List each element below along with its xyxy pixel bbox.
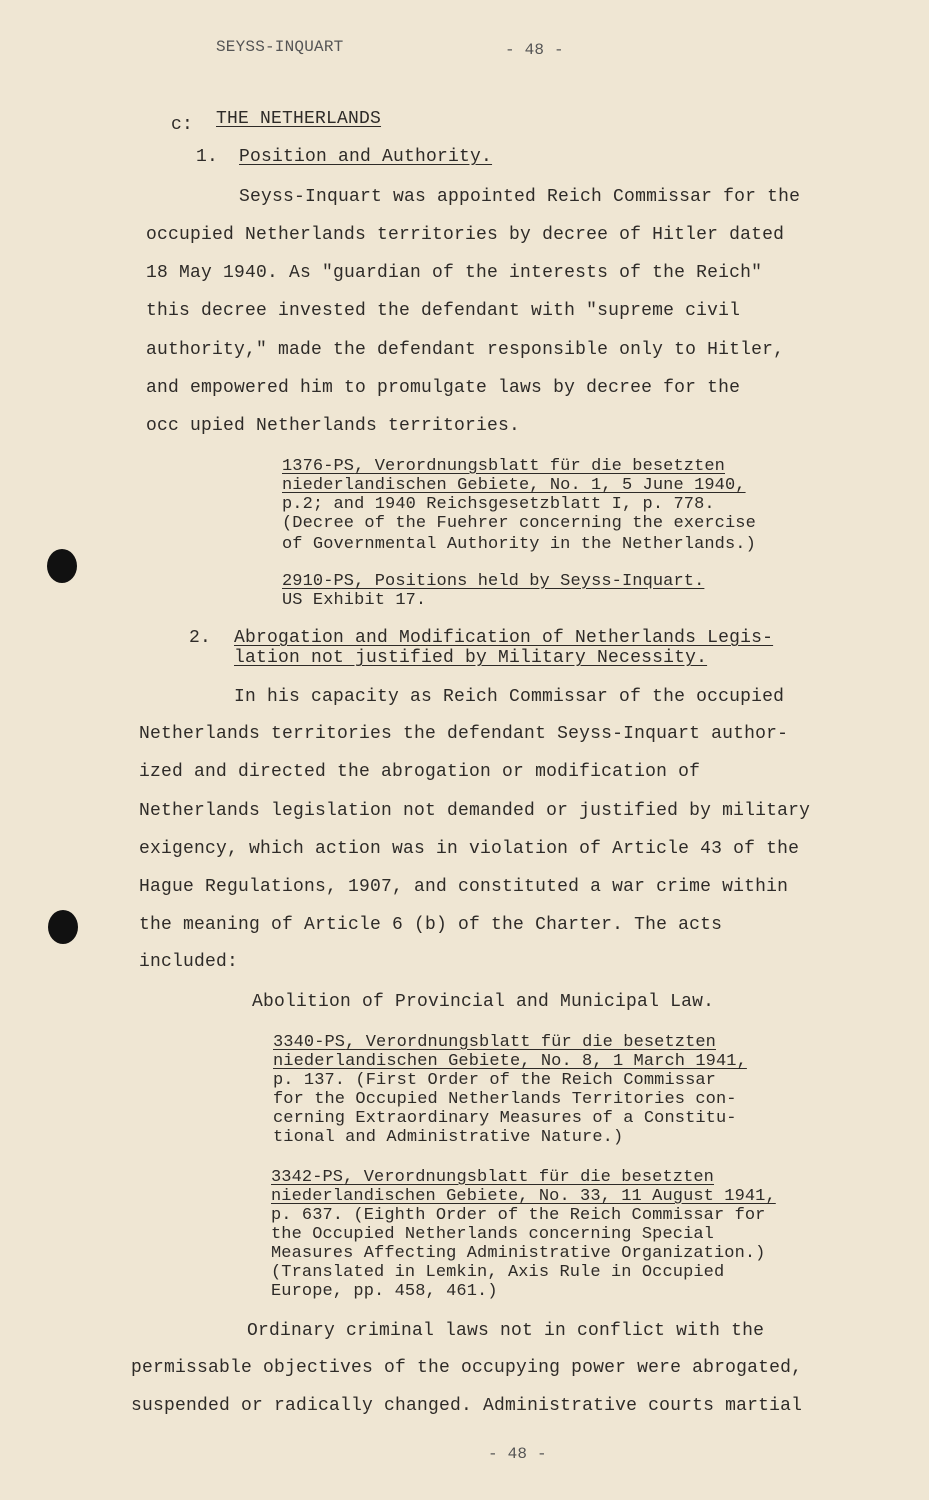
item2-para-line: exigency, which action was in violation of Article 43 of the [139,839,800,859]
citation-3340-ps [273,1033,716,1052]
citation-line: p. 137. (First Order of the Reich Commissar [273,1071,716,1090]
citation-line: niederlandischen Gebiete, No. 33, 11 August 1941, [271,1187,776,1206]
citation-line: the Occupied Netherlands concerning Special [271,1225,714,1244]
item1-number: 1. [196,147,219,167]
citation-line: tional and Administrative Nature.) [273,1128,624,1147]
citation-line: (Decree of the Fuehrer concerning the exercise [282,514,756,533]
running-title: SEYSS-INQUART [216,38,344,56]
page-number-top: - 48 - [505,41,564,59]
item1-para-line: Seyss-Inquart was appointed Reich Commissar for the [239,187,801,207]
section-letter: c: [171,115,194,135]
citation-exhibit: US Exhibit 17. [282,591,427,610]
citation-line: (Translated in Lemkin, Axis Rule in Occupied [271,1263,725,1282]
item1-para-line: authority," made the defendant responsible only to Hitler, [146,340,785,360]
item2-para-line: Netherlands legislation not demanded or justified by military [139,801,811,821]
item2-para2-line: Ordinary criminal laws not in conflict with the [247,1321,765,1341]
citation-line: Measures Affecting Administrative Organization.) [271,1244,766,1263]
item2-para2-line: permissable objectives of the occupying power were abrogated, [131,1358,803,1378]
item2-para-line: Netherlands territories the defendant Seyss-Inquart author- [139,724,789,744]
punch-hole-top [47,549,77,583]
item2-para-line: Hague Regulations, 1907, and constituted a war crime within [139,877,789,897]
citation-line: Europe, pp. 458, 461.) [271,1282,498,1301]
punch-hole-bottom [48,910,78,944]
citation-id: 2910-PS [282,572,355,591]
citation-line: , Positions held by Seyss-Inquart. [354,572,705,591]
item2-para2-line: suspended or radically changed. Administrative courts martial [131,1396,803,1416]
item2-number: 2. [189,628,212,648]
item2-heading-line: lation not justified by Military Necessity. [234,648,708,668]
item2-para-line: ized and directed the abrogation or modification of [139,762,701,782]
citation-line: , Verordnungsblatt für die besetzten [354,457,725,476]
citation-line: for the Occupied Netherlands Territories con- [273,1090,737,1109]
item2-para-line: the meaning of Article 6 (b) of the Charter. The acts [139,915,723,935]
citation-line: , Verordnungsblatt für die besetzten [345,1033,716,1052]
citation-id: 1376-PS [282,457,355,476]
citation-id: 3340-PS [273,1033,346,1052]
item1-para-line: this decree invested the defendant with "supreme civil [146,301,741,321]
citation-id: 3342-PS [271,1168,344,1187]
page-number-bottom: - 48 - [488,1445,547,1463]
citation-3342-ps [271,1168,714,1187]
subheading: Abolition of Provincial and Municipal Law. [252,992,715,1012]
item2-heading-line: Abrogation and Modification of Netherlands Legis- [234,628,774,648]
citation-1376-ps [282,457,725,476]
section-title: THE NETHERLANDS [216,109,382,129]
item2-para-line: included: [139,952,239,972]
citation-line: p.2; and 1940 Reichsgesetzblatt I, p. 778. [282,495,715,514]
item2-para-line: In his capacity as Reich Commissar of the occupied [234,687,785,707]
citation-line: niederlandischen Gebiete, No. 8, 1 March 1941, [273,1052,747,1071]
citation-line: niederlandischen Gebiete, No. 1, 5 June 1940, [282,476,746,495]
citation-line: , Verordnungsblatt für die besetzten [343,1168,714,1187]
item1-para-line: 18 May 1940. As "guardian of the interests of the Reich" [146,263,763,283]
item1-para-line: occupied Netherlands territories by decree of Hitler dated [146,225,785,245]
item1-heading: Position and Authority. [239,147,493,167]
citation-2910-ps [282,572,704,591]
citation-line: cerning Extraordinary Measures of a Constitu- [273,1109,737,1128]
citation-line: of Governmental Authority in the Netherlands.) [282,535,756,554]
citation-line: p. 637. (Eighth Order of the Reich Commissar for [271,1206,766,1225]
item1-para-line: and empowered him to promulgate laws by decree for the [146,378,741,398]
item1-para-line: occ upied Netherlands territories. [146,416,521,436]
